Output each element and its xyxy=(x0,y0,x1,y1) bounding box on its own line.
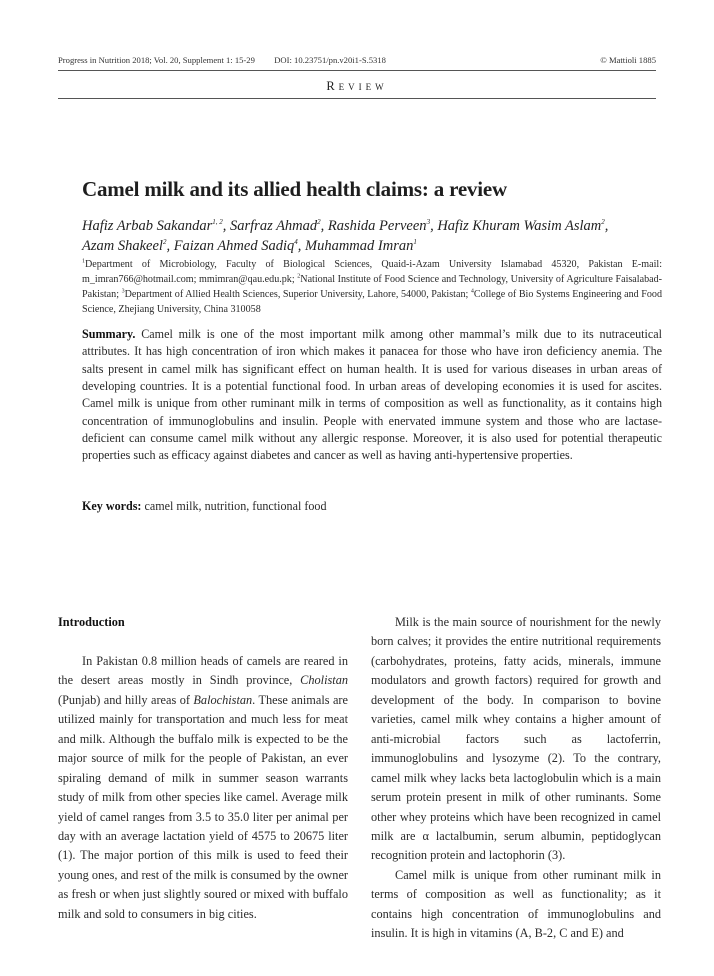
author-name: Hafiz Khuram Wasim Aslam xyxy=(437,218,602,234)
summary-label: Summary. xyxy=(82,327,136,341)
author-name: Faizan Ahmed Sadiq xyxy=(173,238,295,254)
keywords-text: camel milk, nutrition, functional food xyxy=(144,499,327,513)
affiliation-marker: 3 xyxy=(121,288,125,295)
intro-paragraph-3: Camel milk is unique from other ruminant milk in terms of composition as well as functionality; as it contains high concentration of immunoglobulins and insulin. It is high in vitamins (A, B-2, C and E) and xyxy=(371,867,661,941)
author-affiliation-marker: 2 xyxy=(162,238,167,247)
author-name: Muhammad Imran xyxy=(305,238,414,254)
place-name: Balochistan xyxy=(193,692,253,707)
affiliation-text: Department of Microbiology, Faculty of Biological Sciences, Quaid-i-Azam University Islamabad 45320, Pakistan E-mail: m_imran766@hotmail.com; mmimran@qau.edu.pk; xyxy=(82,259,662,285)
keywords xyxy=(82,499,327,514)
author-name: Hafiz Arbab Sakandar xyxy=(82,218,213,234)
intro-paragraph-1 xyxy=(58,652,348,924)
affiliation-text: College of Bio Systems Engineering and Food Science, Zhejiang University, China 310058 xyxy=(82,289,662,315)
affiliation-marker: 2 xyxy=(297,273,301,280)
left-column xyxy=(58,613,348,924)
author-affiliation-marker: 3 xyxy=(426,218,431,227)
author-name: Sarfraz Ahmad xyxy=(230,218,318,234)
intro-text: . These animals are utilized mainly for transportation and much less for meat and milk. Although the buffalo milk is expected to be the major source of milk for the people of Pakistan, an ever spiraling demand of milk in summer season warrants study of milk from other species like camel. Average milk yield of camel ranges from 3.5 to 35.0 liter per animal per day with an average lactation yield of 4575 to 20675 liter (1). The major portion of this milk is used to feed their young ones, and rest of the milk is consumed by the owner as fresh or when just slightly soured or mixed with buffalo milk and sold to consumers in big cities. xyxy=(58,692,348,921)
affiliation-marker: 1 xyxy=(82,258,85,265)
section-rule xyxy=(58,98,656,99)
author-name: Rashida Perveen xyxy=(327,218,427,234)
intro-text: (Punjab) and hilly areas of xyxy=(58,692,194,707)
intro-paragraph-2: Milk is the main source of nourishment for the newly born calves; it provides the entire nutritional requirements (carbohydrates, proteins, fatty acids, minerals, immune modulators and growth factors) required for growth and development of the body. In comparison to bovine varieties, camel milk whey contains a higher amount of anti-microbial factors such as lactoferrin, immunoglobulins and lysozyme (2). To the contrary, camel milk whey lacks beta lactoglobulin which is a main serum protein present in milk of other ruminants. Some other whey proteins which have been recognized in camel milk are α lactalbumin, serum albumin, peptidoglycan recognition protein and lactophorin (3). xyxy=(371,615,661,863)
affiliation-text: Department of Allied Health Sciences, Superior University, Lahore, 54000, Pakistan; xyxy=(124,289,471,300)
right-column xyxy=(371,613,661,944)
introduction-heading: Introduction xyxy=(58,615,125,629)
author-affiliation-marker: 1 xyxy=(413,238,417,247)
article-title: Camel milk and its allied health claims: a review xyxy=(82,177,507,201)
section-label: Review xyxy=(326,79,388,93)
journal-info: Progress in Nutrition 2018; Vol. 20, Supplement 1: 15-29 xyxy=(58,55,255,65)
doi[interactable]: DOI: 10.23751/pn.v20i1-S.5318 xyxy=(274,55,386,65)
author-name: Azam Shakeel xyxy=(82,238,163,254)
journal-citation xyxy=(58,55,386,65)
author-list: Hafiz Arbab Sakandar$^{1, 2}$, Sarfraz Ahmad$^2$, Rashida Perveen$^3$, Hafiz Khuram Wasim Aslam$^2$, Azam Shakeel$^2$, Faizan Ahmed Sadiq$^4$, Muhammad Imran$^1$ xyxy=(82,218,609,254)
affiliation-marker: 4 xyxy=(470,288,474,295)
publisher: © Mattioli 1885 xyxy=(600,55,656,65)
keywords-label: Key words: xyxy=(82,499,142,513)
author-affiliation-marker: 4 xyxy=(294,238,298,247)
place-name: Cholistan xyxy=(300,673,348,688)
summary-text: Camel milk is one of the most important milk among other mammal’s milk due to its nutraceutical attributes. It has high concentration of iron which makes it panacea for those who have iron deficiency anemia. The salts present in camel milk has significant effect on human health. It is used for various diseases in urban areas of developing countries. It is a potential functional food. In urban areas of developing economies it is used for ascites. Camel milk is unique from other ruminant milk in terms of composition as well as functionality, as it contains high concentration of immunoglobulins and insulin. People with enervated immune system and those who are lactase-deficient can consume camel milk without any allergic response. Moreover, it is also used for potential therapeutic properties such as efficacy against diabetes and cancer as well as having anti-hypertensive properties. xyxy=(82,327,662,463)
affiliation-text: National Institute of Food Science and Technology, University of Agriculture Faisalabad-Pakistan; xyxy=(82,274,663,300)
author-affiliation-marker: 2 xyxy=(317,218,321,227)
intro-text: In Pakistan 0.8 million heads of camels are reared in the desert areas mostly in Sindh province, xyxy=(58,653,348,688)
author-affiliation-marker: 2 xyxy=(601,218,605,227)
author-affiliation-marker: 1, 2 xyxy=(212,218,223,227)
summary xyxy=(82,326,662,465)
affiliations xyxy=(82,257,662,317)
header-rule xyxy=(58,70,656,71)
